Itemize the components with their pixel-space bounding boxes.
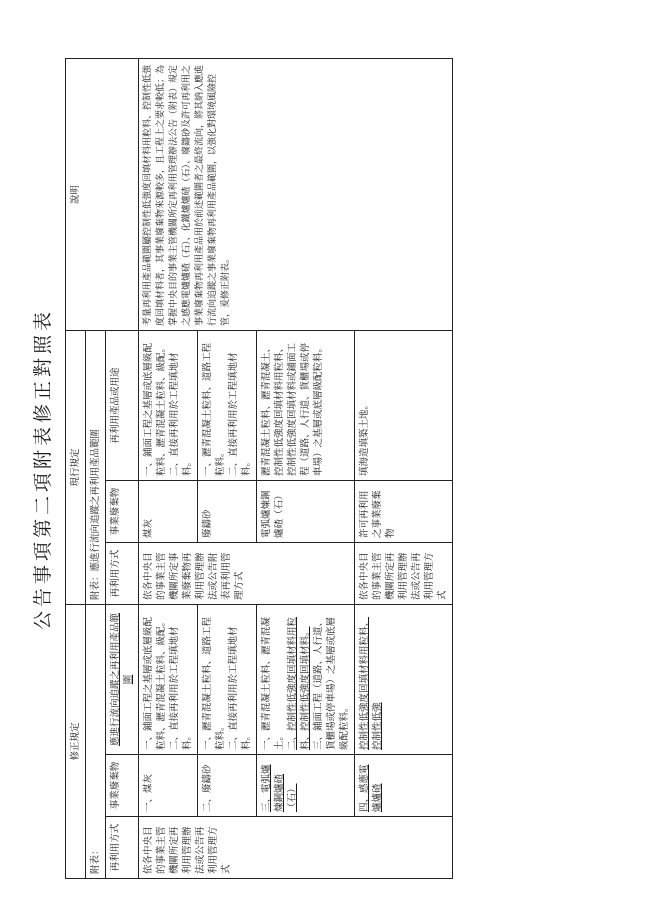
col-scope-revised: 應進行流向追蹤之再利用產品範圍 bbox=[106, 605, 139, 755]
col-waste-current: 事業廢棄物 bbox=[106, 481, 139, 543]
header-revised: 修正規定 bbox=[66, 605, 86, 879]
scope-cell: 控制性低強度回填材料用粒料、控制性低強 bbox=[355, 605, 453, 755]
scope-item: 三、鋪面工程（道路、人行道、貨櫃場或停車場）之基層或底層級配粒料。 bbox=[313, 616, 350, 750]
scope-cell bbox=[198, 331, 257, 481]
scope-item: 二、控制性低強度回填材料用粒料、控制性低強度回填材料。 bbox=[287, 616, 311, 750]
waste-cell: 四、感應電爐爐碴 bbox=[355, 755, 453, 817]
attached-label-revised: 附表： bbox=[86, 605, 106, 879]
explanation-cell: 考量再利用產品範圍屬控制性低強度回填材料用粒料、控制性低強度回填材料者，其事業廢棄物來源較多，且工程上之要求較低；為掌握中央目的事業主管機關所定再利用管理辦法公告（附表）規定之感應電爐爐碴（石）、化鐵爐爐碴（石）、廢鑄砂及許可再利用之事業廢棄物再利用產品用於前述範圍者之最終流向，將其納入應進行流向追蹤之事業廢棄物再利用產品範圍，以強化對環境風險控管，爰修正附表。 bbox=[139, 59, 453, 331]
col-scope-current: 再利用產品或用途 bbox=[106, 331, 139, 481]
waste-cell: 廢鑄砂 bbox=[198, 481, 257, 543]
waste-cell: 三、電弧爐煉鋼爐碴（石） bbox=[257, 755, 355, 817]
waste-cell: 二、廢鑄砂 bbox=[198, 755, 257, 817]
rotated-table-frame bbox=[25, 59, 535, 879]
scope-item: 二、直接再利用於工程填地材料。 bbox=[169, 352, 193, 476]
header-explanation: 說明 bbox=[66, 59, 139, 331]
scope-item: 一、瀝青混凝土粒料、瀝青混凝土。 bbox=[261, 616, 285, 750]
col-method-revised: 再利用方式 bbox=[106, 817, 139, 879]
scope-item: 一、瀝青混凝土粒料、道路工程粒料。 bbox=[202, 342, 226, 476]
header-current: 現行規定 bbox=[66, 331, 86, 605]
waste-cell: 許可再利用之事業廢棄物 bbox=[355, 481, 453, 543]
col-waste-revised: 事業廢棄物 bbox=[106, 755, 139, 817]
method-cell-revised: 依各中央目的事業主管機關所定再利用管理辦法或公告再利用管理方式 bbox=[139, 817, 453, 879]
waste-cell: 電弧爐煉鋼爐碴（石） bbox=[257, 481, 355, 543]
scope-cell bbox=[198, 605, 257, 755]
scope-item: 二、直接再利用於工程填地材料。 bbox=[228, 352, 252, 476]
scope-cell bbox=[257, 605, 355, 755]
method-cell-current: 依各中央目的事業主管機關所定事業廢棄物再利用管理辦法或公告附表再利用管理方式 bbox=[139, 543, 355, 605]
scope-item: 一、鋪面工程之基層或底層級配粒料、瀝青混凝土粒料、級配。 bbox=[143, 342, 167, 476]
method-cell-current: 依各中央目的事業主管機關所定再利用管理辦法或公告再利用管理方式 bbox=[355, 543, 453, 605]
waste-cell: 一、煤灰 bbox=[139, 755, 198, 817]
scope-cell bbox=[139, 605, 198, 755]
scope-cell: 填海造填築土地。 bbox=[355, 331, 453, 481]
comparison-table bbox=[65, 58, 453, 879]
col-method-current: 再利用方式 bbox=[106, 543, 139, 605]
scope-cell: 瀝青混凝土粒料、瀝青混凝土、控制性低強度回填材料用粒料、控制性低強度回填材料或鋪面工程（道路、人行道、貨櫃場或停車場）之基層或底層級配粒料。 bbox=[257, 331, 355, 481]
scope-item: 二、直接再利用於工程填地材料。 bbox=[169, 626, 193, 750]
scope-cell bbox=[139, 331, 198, 481]
scope-item: 一、瀝青混凝土粒料、道路工程粒料。 bbox=[202, 616, 226, 750]
scope-item: 二、直接再利用於工程填地材料。 bbox=[228, 626, 252, 750]
attached-label-current: 附表：應進行流向追蹤之再利用產品範圍 bbox=[86, 331, 106, 605]
waste-cell: 煤灰 bbox=[139, 481, 198, 543]
page-title: 公告事項第二項附表修正對照表 bbox=[32, 308, 54, 631]
scope-item: 一、鋪面工程之基層或底層級配粒料、瀝青混凝土粒料、級配。 bbox=[143, 616, 167, 750]
